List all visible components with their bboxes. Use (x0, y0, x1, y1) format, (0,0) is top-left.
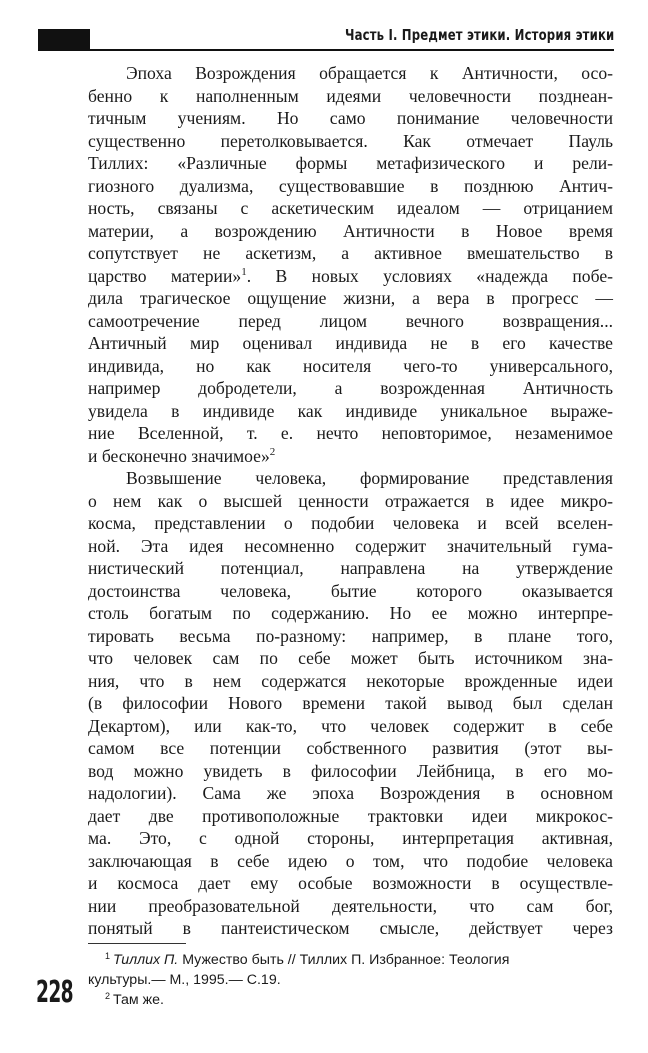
footnote-rule (88, 943, 186, 944)
text-line-with-ref (88, 445, 613, 468)
text-line: индивида, но как носителя чего-то универсального, (88, 355, 613, 376)
text-line: заключающая в себе идею о том, что подобие человека (88, 850, 613, 871)
text-line: что человек сам по себе может быть источником зна- (88, 648, 613, 668)
text-line: Эпоха Возрождения обращается к Античности, осо- (126, 63, 613, 83)
text-line: ность, связаны с аскетическим идеалом — отрицанием (88, 198, 613, 218)
text-line: Тиллих: «Различные формы метафизического и рели- (88, 153, 613, 173)
footnotes (88, 950, 613, 1010)
page-number: 228 (36, 975, 73, 1010)
text-line: ной. Эта идея несомненно содержит значительный гума- (88, 535, 613, 556)
text-line: увидела в индивиде как индивиде уникальное выраже- (88, 400, 613, 421)
header-black-bar (38, 29, 90, 50)
footnote-number: 1 (105, 951, 111, 961)
text-line: существенно перетолковывается. Как отмечает Пауль (88, 130, 613, 151)
text-line: надологии). Сама же эпоха Возрождения в основном (88, 783, 613, 803)
text-line: дает две противоположные трактовки идеи микрокос- (88, 805, 613, 826)
text-segment: . В новых условиях «надежда побе- (246, 265, 613, 286)
text-line: сопутствует не аскетизм, а активное вмешательство в (88, 243, 613, 263)
text-line: дила трагическое ощущение жизни, а вера в прогресс — (88, 288, 613, 308)
text-line: ние Вселенной, т. е. нечто неповторимое, незаменимое (88, 423, 613, 443)
footnote-text: Мужество быть // Тиллих П. Избранное: Теология (178, 952, 510, 968)
text-line: и космоса дает ему особые возможности в осуществле- (88, 873, 613, 893)
text-line: материи, а возрождению Античности в Новое время (88, 220, 613, 241)
text-line: бенно к наполненным идеями человечности позднеан- (88, 85, 613, 106)
footnote-ref-2: 2 (269, 445, 276, 458)
text-line: Античный мир оценивал индивида не в его качестве (88, 333, 613, 353)
text-line: самом все потенции собственного развития (этот вы- (88, 738, 613, 758)
text-line: понятый в пантеистическом смысле, действует через (88, 918, 613, 938)
text-line: Декартом), или как-то, что человек содержит в себе (88, 715, 613, 736)
running-header: Часть I. Предмет этики. История этики (344, 26, 614, 44)
text-segment: царство материи» (88, 265, 242, 286)
footnote-1-continuation: культуры.— М., 1995.— С.19. (88, 972, 281, 988)
text-segment: и бесконечно значимое» (88, 445, 270, 466)
text-line: вод можно увидеть в философии Лейбница, в его мо- (88, 760, 613, 781)
text-line: столь богатым по содержанию. Но ее можно интерпре- (88, 603, 613, 623)
text-line: о нем как о высшей ценности отражается в идее микро- (88, 490, 613, 511)
footnote-ref-1: 1 (241, 265, 247, 278)
footnote-number: 2 (105, 991, 111, 1001)
text-line: нистический потенциал, направлена на утверждение (88, 558, 613, 578)
body-text (88, 62, 613, 940)
text-line: гиозного дуализма, существовавшие в позднюю Антич- (88, 175, 613, 196)
text-line: тировать весьма по-разному: например, в плане того, (88, 625, 613, 646)
text-line: Возвышение человека, формирование представления (126, 468, 613, 488)
text-line: косма, представлении о подобии человека и всей вселен- (88, 513, 613, 533)
text-line: самоотречение перед лицом вечного возвращения... (88, 310, 613, 331)
header-rule (38, 49, 614, 51)
footnote-author: Тиллих П. (113, 952, 179, 968)
text-line: например добродетели, а возрожденная Античность (88, 378, 613, 398)
footnote-2 (88, 990, 613, 1010)
text-line: достоинства человека, бытие которого оказывается (88, 580, 613, 601)
footnote-1 (88, 950, 613, 970)
text-line: тичным учениям. Но само понимание человечности (88, 108, 613, 128)
text-line-with-ref (88, 265, 613, 288)
text-line: (в философии Нового времени такой вывод был сделан (88, 693, 613, 713)
text-line: ма. Это, с одной стороны, интерпретация активная, (88, 828, 613, 848)
text-line: ния, что в нем содержатся некоторые врожденные идеи (88, 670, 613, 691)
text-line: нии преобразовательной деятельности, что сам бог, (88, 895, 613, 916)
footnote-text: Там же. (113, 992, 164, 1008)
